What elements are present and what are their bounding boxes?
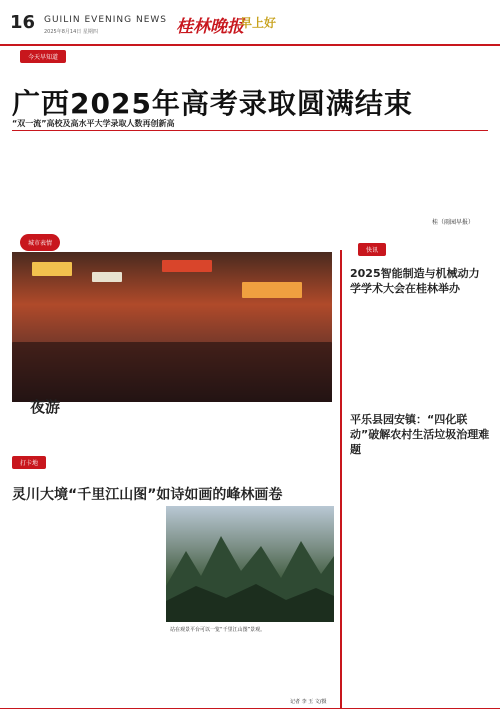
section-tag-city: 城市表情 <box>20 234 60 251</box>
mountain-silhouette <box>166 506 334 622</box>
masthead <box>0 0 500 46</box>
lead-signature: 桂（雨园早报） <box>432 219 475 226</box>
feature-reporter: 记者 李 玉 文/摄 <box>290 699 327 705</box>
divider <box>12 130 488 131</box>
section-tag-checkin: 打卡地 <box>12 456 46 469</box>
night-street-photo <box>12 252 332 402</box>
lead-subheadline: “双一流”高校及高水平大学录取人数再创新高 <box>12 119 175 128</box>
feature-photo-caption: 站在观景平台可以一览“千里江山图”景观。 <box>170 627 266 633</box>
brief-headline-2: 平乐县园安镇：“四化联动”破解农村生活垃圾治理难题 <box>350 413 490 456</box>
brief-headline-1: 2025智能制造与机械动力学学术大会在桂林举办 <box>350 267 480 295</box>
lead-headline: 广西2025年高考录取圆满结束 <box>12 87 413 120</box>
feature-headline: 灵川大境“千里江山图”如诗如画的峰林画卷 <box>12 487 283 503</box>
page-number: 16 <box>10 12 36 33</box>
karst-landscape-photo <box>166 506 334 622</box>
section-tag-today: 今天早知道 <box>20 50 66 63</box>
section-tag-brief: 快讯 <box>358 243 386 256</box>
issue-date: 2025年8月14日 星期四 <box>44 29 98 35</box>
paper-logo: 桂林晚报 <box>176 17 244 37</box>
logo-subtitle: 早上好 <box>240 16 277 30</box>
paper-name: GUILIN EVENING NEWS <box>44 15 167 25</box>
column-rule <box>340 250 342 708</box>
footer <box>0 708 500 725</box>
photo-title: 夜游 <box>30 398 61 416</box>
